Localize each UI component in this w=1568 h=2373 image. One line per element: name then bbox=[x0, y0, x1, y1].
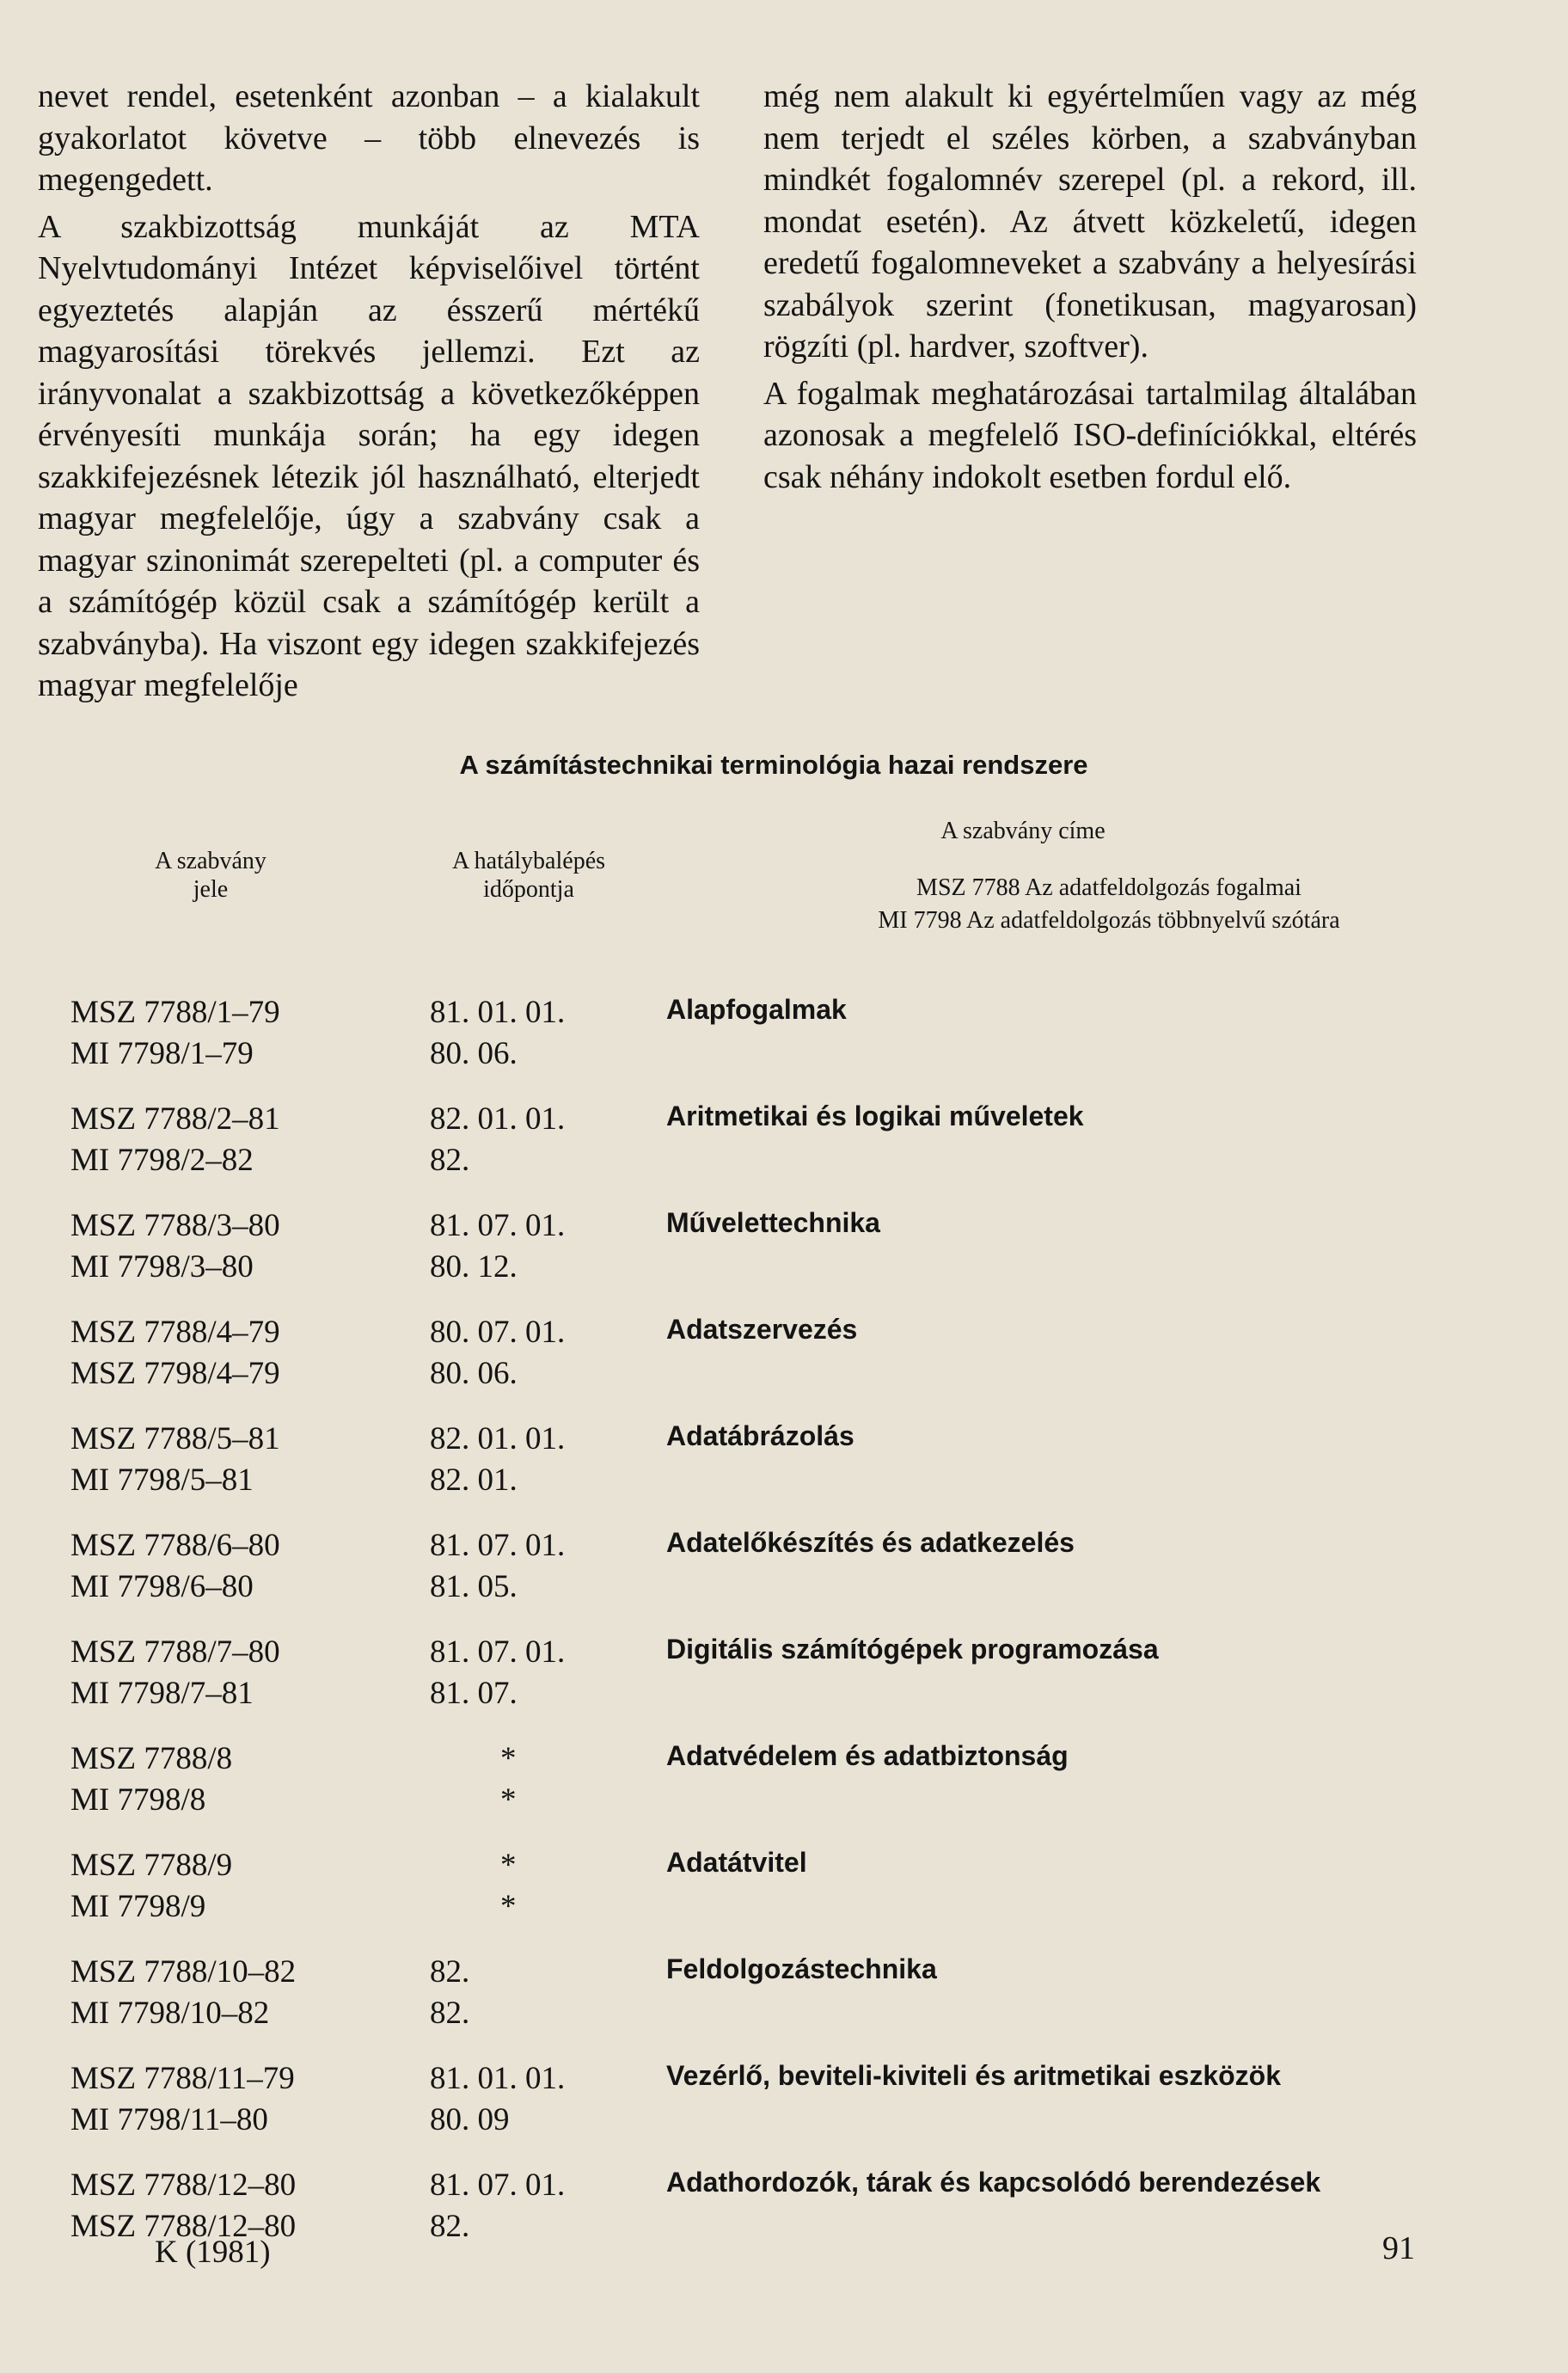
standard-subject: Adathordozók, tárak és kapcsolódó berendezések bbox=[666, 2167, 1321, 2198]
standard-code: MI 7798/1–79 bbox=[70, 1036, 254, 1071]
series-header-msz: MSZ 7788 Az adatfeldolgozás fogalmai bbox=[916, 874, 1302, 901]
effective-date: 81. 07. 01. bbox=[430, 1634, 566, 1670]
column-header-title: A szabvány címe bbox=[940, 818, 1106, 844]
column-header-code: A szabvány jele bbox=[155, 848, 266, 903]
standard-code: MI 7798/11–80 bbox=[70, 2102, 268, 2137]
standard-subject: Adatvédelem és adatbiztonság bbox=[666, 1740, 1069, 1771]
standard-subject: Feldolgozástechnika bbox=[666, 1953, 937, 1984]
standard-code: MI 7798/8 bbox=[70, 1782, 206, 1818]
standard-code: MSZ 7788/12–80 bbox=[70, 2168, 297, 2203]
table-row bbox=[0, 1840, 1568, 1947]
effective-date: 82. bbox=[430, 1996, 470, 2031]
effective-date: * bbox=[500, 1889, 517, 1924]
standard-subject: Adatelőkészítés és adatkezelés bbox=[666, 1527, 1075, 1558]
effective-date: 81. 07. bbox=[430, 1676, 518, 1711]
effective-date: 82. bbox=[430, 2209, 470, 2244]
table-row bbox=[0, 1733, 1568, 1840]
table-row bbox=[0, 987, 1568, 1094]
table-title: A számítástechnikai terminológia hazai rendszere bbox=[459, 750, 1088, 780]
page-number: 91 bbox=[1382, 2230, 1415, 2266]
effective-date: 82. 01. 01. bbox=[430, 1101, 566, 1137]
standard-code: MSZ 7788/3–80 bbox=[70, 1208, 280, 1243]
effective-date: * bbox=[500, 1782, 517, 1818]
effective-date: 81. 07. 01. bbox=[430, 2168, 566, 2203]
table-row bbox=[0, 1094, 1568, 1200]
standard-code: MSZ 7788/6–80 bbox=[70, 1528, 280, 1563]
standard-code: MSZ 7788/4–79 bbox=[70, 1315, 280, 1350]
effective-date: 81. 07. 01. bbox=[430, 1528, 566, 1563]
standard-code: MSZ 7788/11–79 bbox=[70, 2061, 295, 2096]
effective-date: 82. bbox=[430, 1143, 470, 1178]
standard-subject: Adatábrázolás bbox=[666, 1420, 854, 1451]
effective-date: 80. 12. bbox=[430, 1249, 518, 1285]
standard-code: MSZ 7788/9 bbox=[70, 1848, 233, 1883]
standard-code: MI 7798/7–81 bbox=[70, 1676, 254, 1711]
standard-code: MI 7798/3–80 bbox=[70, 1249, 254, 1285]
effective-date: * bbox=[500, 1741, 517, 1776]
effective-date: 81. 01. 01. bbox=[430, 995, 566, 1030]
effective-date: 80. 09 bbox=[430, 2102, 510, 2137]
effective-date: 82. bbox=[430, 1954, 470, 1990]
standard-code: MSZ 7788/7–80 bbox=[70, 1634, 280, 1670]
standard-subject: Adatátvitel bbox=[666, 1847, 807, 1878]
effective-date: 80. 06. bbox=[430, 1036, 518, 1071]
effective-date: 81. 01. 01. bbox=[430, 2061, 566, 2096]
column-header-date: A hatálybalépés időpontja bbox=[451, 848, 606, 903]
standard-code: MI 7798/5–81 bbox=[70, 1462, 254, 1498]
effective-date: 80. 06. bbox=[430, 1356, 518, 1391]
paragraph: nevet rendel, esetenként azonban – a kialakult gyakorlatot követve – több elnevezés is megengedett. bbox=[38, 78, 700, 198]
table-row bbox=[0, 1307, 1568, 1413]
table-row bbox=[0, 1520, 1568, 1627]
standard-subject: Alapfogalmak bbox=[666, 994, 847, 1025]
standard-subject: Vezérlő, beviteli-kiviteli és aritmetikai eszközök bbox=[666, 2060, 1281, 2091]
standard-code: MI 7798/2–82 bbox=[70, 1143, 254, 1178]
effective-date: 81. 07. 01. bbox=[430, 1208, 566, 1243]
standard-code: MSZ 7788/2–81 bbox=[70, 1101, 280, 1137]
standard-code: MSZ 7788/8 bbox=[70, 1741, 233, 1776]
paragraph: A szakbizottság munkáját az MTA Nyelvtudományi Intézet képviselőivel történt egyeztetés alapján az ésszerű mértékű magyarosítási törekvés jellemzi. Ezt az irányvonalat a szakbizottság a következőképpen érvényesíti munkája során; ha egy idegen szakkifejezésnek létezik jól használható, elterjedt magyar megfelelője, úgy a szabvány csak a magyar szinonimát szerepelteti (pl. a computer és a számítógép közül csak a számítógép került a szabványba). Ha viszont egy idegen szakkifejezés magyar megfelelője bbox=[38, 208, 700, 703]
standard-code: MI 7798/10–82 bbox=[70, 1996, 270, 2031]
table-row bbox=[0, 2053, 1568, 2160]
standard-code: MI 7798/6–80 bbox=[70, 1569, 254, 1604]
standard-code: MI 7798/9 bbox=[70, 1889, 206, 1924]
paragraph: még nem alakult ki egyértelműen vagy az még nem terjedt el széles körben, a szabványban mindkét fogalomnév szerepel (pl. a rekord, ill. mondat esetén). Az átvett közkeletű, idegen eredetű fogalomneveket a szabvány a helyesírási szabályok szerint (fonetikusan, magyarosan) rögzíti (pl. hardver, szoftver). bbox=[763, 78, 1417, 365]
footnote-code: K (1981) bbox=[155, 2235, 271, 2270]
standard-code: MSZ 7788/10–82 bbox=[70, 1954, 297, 1990]
standard-code: MSZ 7788/5–81 bbox=[70, 1421, 280, 1456]
standard-subject: Aritmetikai és logikai műveletek bbox=[666, 1101, 1084, 1131]
standard-code: MSZ 7788/12–80 bbox=[70, 2209, 297, 2244]
standard-code: MSZ 7798/4–79 bbox=[70, 1356, 280, 1391]
table-row bbox=[0, 1947, 1568, 2053]
effective-date: 82. 01. bbox=[430, 1462, 518, 1498]
table-row bbox=[0, 1200, 1568, 1307]
effective-date: 80. 07. 01. bbox=[430, 1315, 566, 1350]
effective-date: 81. 05. bbox=[430, 1569, 518, 1604]
standard-subject: Művelettechnika bbox=[666, 1207, 880, 1238]
standard-code: MSZ 7788/1–79 bbox=[70, 995, 280, 1030]
table-row bbox=[0, 1413, 1568, 1520]
series-header-mi: MI 7798 Az adatfeldolgozás többnyelvű szótára bbox=[878, 907, 1340, 934]
standard-subject: Adatszervezés bbox=[666, 1314, 858, 1345]
table-row bbox=[0, 1627, 1568, 1733]
right-text-column bbox=[763, 76, 1417, 498]
paragraph: A fogalmak meghatározásai tartalmilag általában azonosak a megfelelő ISO-definíciókkal, eltérés csak néhány indokolt esetben fordul elő. bbox=[763, 375, 1417, 495]
effective-date: * bbox=[500, 1848, 517, 1883]
standard-subject: Digitális számítógépek programozása bbox=[666, 1634, 1159, 1665]
left-text-column bbox=[38, 76, 700, 707]
standards-table bbox=[0, 987, 1568, 2266]
effective-date: 82. 01. 01. bbox=[430, 1421, 566, 1456]
